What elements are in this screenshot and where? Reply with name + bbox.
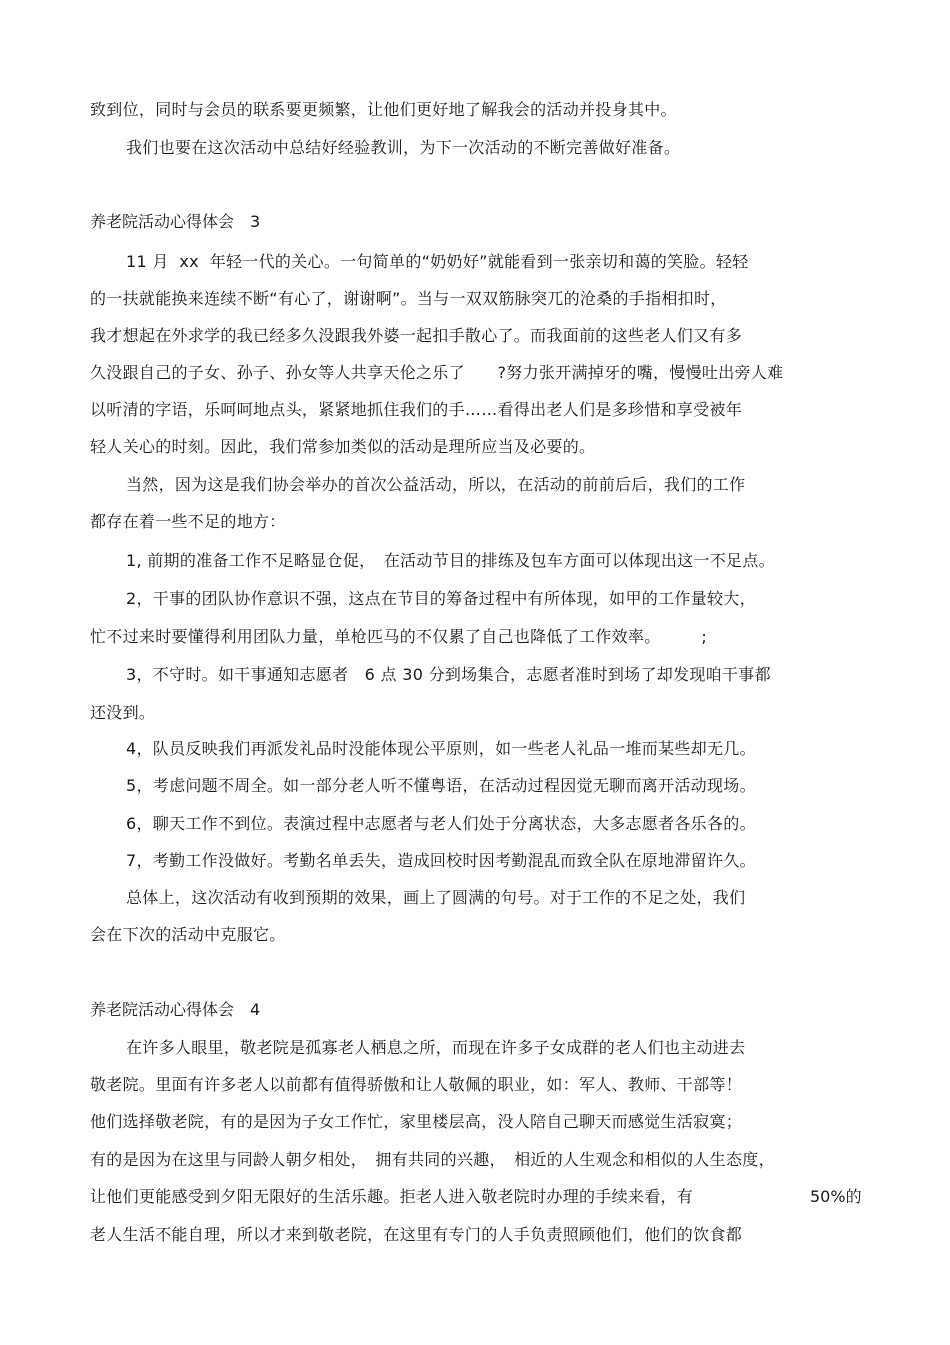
paragraph-line: 有的是因为在这里与同龄人朝夕相处， 拥有共同的兴趣， 相近的人生观念和相似的人生态度， <box>90 1150 775 1169</box>
paragraph-line: 致到位，同时与会员的联系要更频繁，让他们更好地了解我会的活动并投身其中。 <box>90 100 677 119</box>
paragraph-line: 都存在着一些不足的地方： <box>90 512 286 531</box>
list-item-6: 6，聊天工作不到位。表演过程中志愿者与老人们处于分离状态，大多志愿者各乐各的。 <box>126 814 756 833</box>
section-heading-3: 养老院活动心得体会 3 <box>90 212 261 231</box>
paragraph-line: 敬老院。里面有许多老人以前都有值得骄傲和让人敬佩的职业，如：军人、教师、干部等！ <box>90 1075 743 1094</box>
list-item-7: 7，考勤工作没做好。考勤名单丢失，造成回校时因考勤混乱而致全队在原地滞留许久。 <box>126 851 756 870</box>
paragraph-line: 他们选择敬老院，有的是因为子女工作忙，家里楼层高，没人陪自己聊天而感觉生活寂寞； <box>90 1112 743 1131</box>
list-item-5: 5，考虑问题不周全。如一部分老人听不懂粤语，在活动过程因觉无聊而离开活动现场。 <box>126 776 756 795</box>
paragraph-line: 当然，因为这是我们协会举办的首次公益活动，所以，在活动的前前后后，我们的工作 <box>126 475 746 494</box>
paragraph-line: 11 月 xx 年轻一代的关心。一句简单的“奶奶好”就能看到一张亲切和蔼的笑脸。轻轻 <box>126 252 749 271</box>
paragraph-line: 让他们更能感受到夕阳无限好的生活乐趣。拒老人进入敬老院时办理的手续来看，有 <box>90 1187 694 1206</box>
paragraph-line: 还没到。 <box>90 703 156 722</box>
paragraph-line: 总体上，这次活动有收到预期的效果，画上了圆满的句号。对于工作的不足之处，我们 <box>126 888 746 907</box>
list-item-3: 3，不守时。如干事通知志愿者 6 点 30 分到场集合，志愿者准时到场了却发现咱干事都 <box>126 665 771 684</box>
list-item-4: 4，队员反映我们再派发礼品时没能体现公平原则，如一些老人礼品一堆而某些却无几。 <box>126 739 756 758</box>
section-heading-4: 养老院活动心得体会 4 <box>90 1000 261 1019</box>
paragraph-line: 忙不过来时要懂得利用团队力量，单枪匹马的不仅累了自己也降低了工作效率。 ; <box>90 627 708 646</box>
paragraph-line: 老人生活不能自理，所以才来到敬老院，在这里有专门的人手负责照顾他们，他们的饮食都 <box>90 1225 743 1244</box>
paragraph-line: 我才想起在外求学的我已经多久没跟我外婆一起扣手散心了。而我面前的这些老人们又有多 <box>90 326 743 345</box>
paragraph-line: 我们也要在这次活动中总结好经验教训，为下一次活动的不断完善做好准备。 <box>126 138 681 157</box>
list-item-1: 1, 前期的准备工作不足略显仓促， 在活动节目的排练及包车方面可以体现出这一不足点。 <box>126 551 775 570</box>
paragraph-line: 会在下次的活动中克服它。 <box>90 925 286 944</box>
paragraph-line: 轻人关心的时刻。因此，我们常参加类似的活动是理所应当及必要的。 <box>90 437 596 456</box>
paragraph-line: 的一扶就能换来连续不断“有心了，谢谢啊”。当与一双双筋脉突兀的沧桑的手指相扣时， <box>90 289 727 308</box>
paragraph-line: 以听清的字语，乐呵呵地点头，紧紧地抓住我们的手……看得出老人们是多珍惜和享受被年 <box>90 400 743 419</box>
list-item-2: 2，干事的团队协作意识不强，这点在节目的筹备过程中有所体现，如甲的工作量较大， <box>126 589 756 608</box>
percent-text: 50%的 <box>810 1187 862 1206</box>
paragraph-line: 久没跟自己的子女、孙子、孙女等人共享天伦之乐了 ?努力张开满掉牙的嘴，慢慢吐出旁人难 <box>90 363 784 382</box>
paragraph-line: 在许多人眼里，敬老院是孤寡老人栖息之所，而现在许多子女成群的老人们也主动进去 <box>126 1038 746 1057</box>
